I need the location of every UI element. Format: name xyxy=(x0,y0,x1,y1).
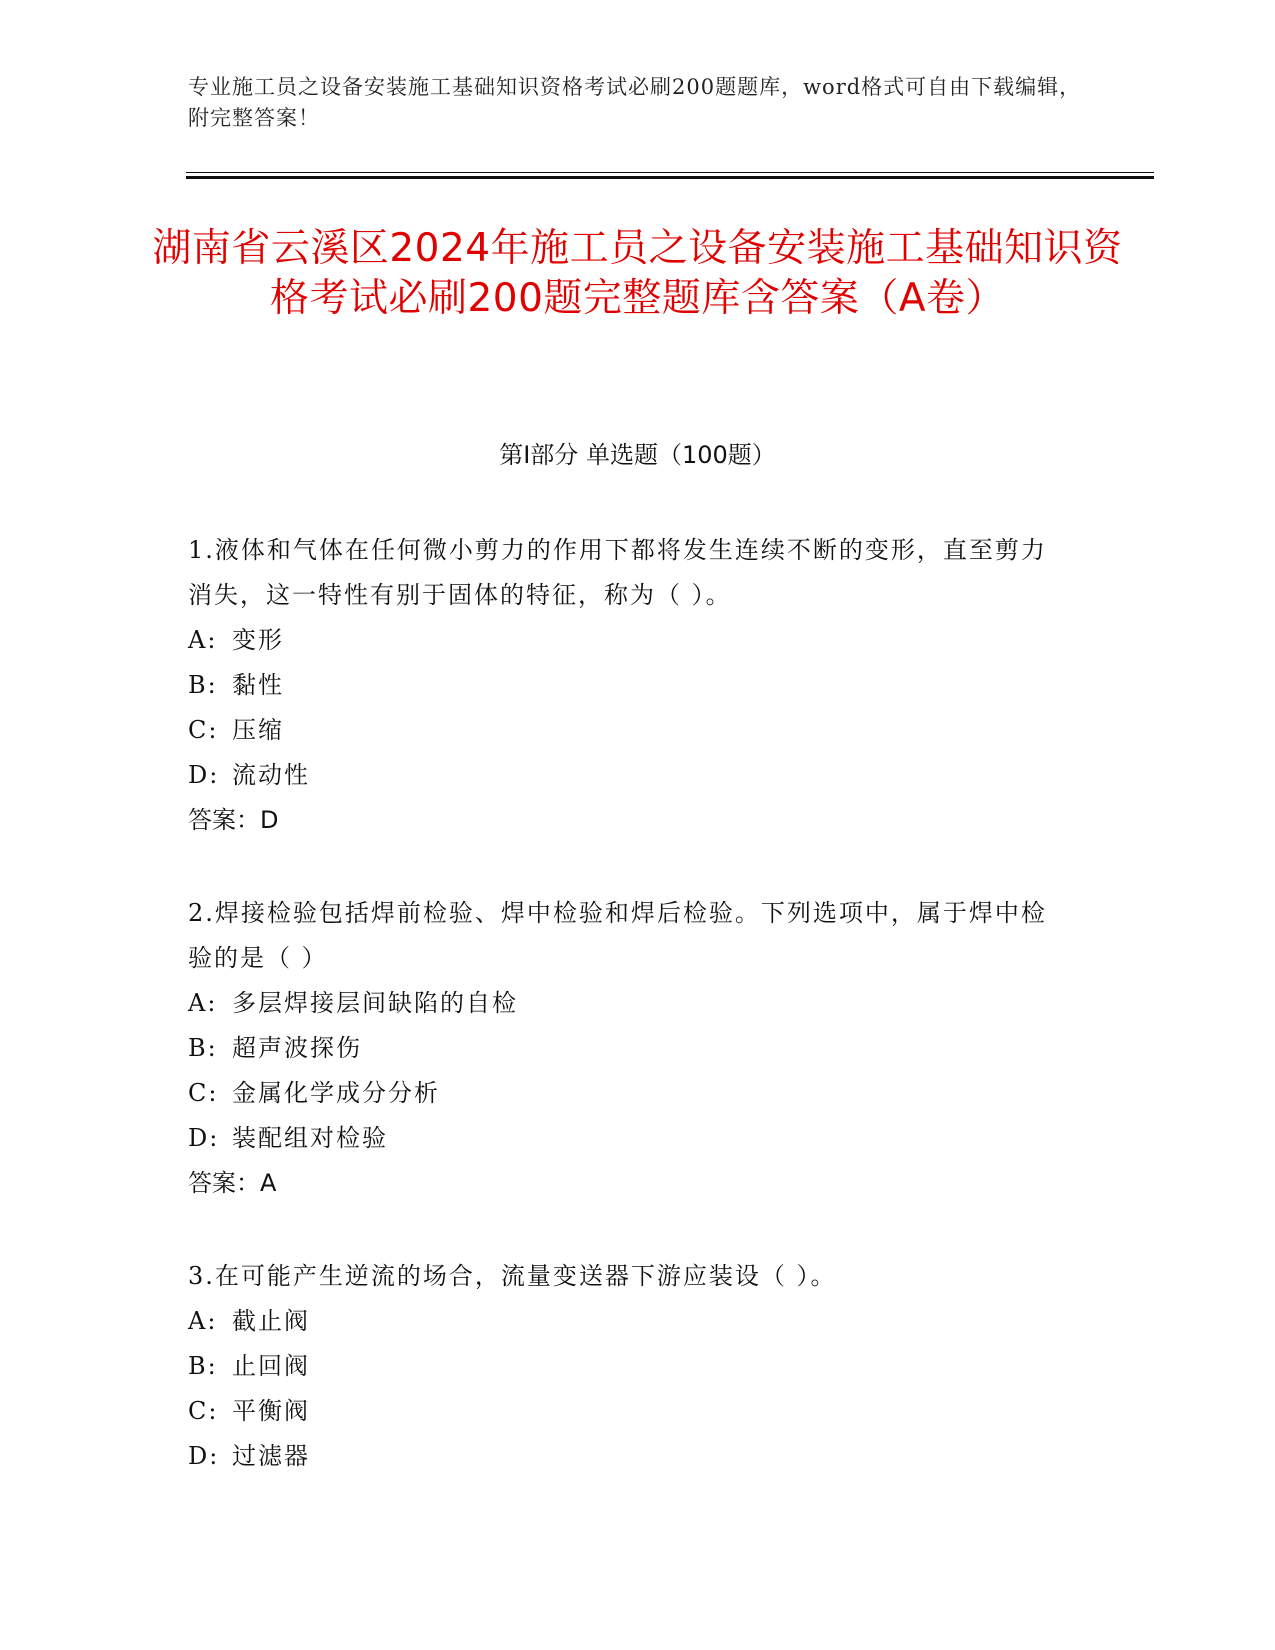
option-key: C: xyxy=(188,716,219,744)
option-a xyxy=(188,1299,1068,1344)
option-key: A: xyxy=(188,989,218,1017)
question-3 xyxy=(188,1254,1068,1479)
question-2 xyxy=(188,891,1068,1206)
option-text: 黏性 xyxy=(232,671,284,699)
option-key: D: xyxy=(188,761,220,789)
question-list xyxy=(188,528,1068,1527)
option-c xyxy=(188,708,1068,753)
option-a xyxy=(188,981,1068,1026)
option-text: 多层焊接层间缺陷的自检 xyxy=(232,989,518,1017)
option-key: D: xyxy=(188,1442,220,1470)
option-key: D: xyxy=(188,1124,220,1152)
header-note: 专业施工员之设备安装施工基础知识资格考试必刷200题题库，word格式可自由下载编辑，附完整答案！ xyxy=(188,75,1082,130)
option-text: 变形 xyxy=(232,626,284,654)
option-text: 压缩 xyxy=(232,716,284,744)
option-text: 过滤器 xyxy=(232,1442,310,1470)
option-key: B: xyxy=(188,1352,218,1380)
option-c xyxy=(188,1389,1068,1434)
option-d xyxy=(188,1434,1068,1479)
option-key: A: xyxy=(188,626,218,654)
option-text: 平衡阀 xyxy=(232,1397,310,1425)
option-key: C: xyxy=(188,1397,219,1425)
question-stem: 2.焊接检验包括焊前检验、焊中检验和焊后检验。下列选项中，属于焊中检验的是（ ） xyxy=(188,899,1047,972)
option-c xyxy=(188,1071,1068,1116)
header-rule-thick xyxy=(186,176,1154,179)
option-key: B: xyxy=(188,671,218,699)
option-a xyxy=(188,618,1068,663)
option-text: 装配组对检验 xyxy=(232,1124,388,1152)
option-key: B: xyxy=(188,1034,218,1062)
option-key: C: xyxy=(188,1079,219,1107)
option-b xyxy=(188,1026,1068,1071)
question-1 xyxy=(188,528,1068,843)
section-title: 第Ⅰ部分 单选题（100题） xyxy=(499,441,776,469)
option-text: 金属化学成分分析 xyxy=(232,1079,440,1107)
document-title: 湖南省云溪区2024年施工员之设备安装施工基础知识资格考试必刷200题完整题库含答案（A卷） xyxy=(152,226,1123,321)
question-stem: 3.在可能产生逆流的场合，流量变送器下游应装设（ ）。 xyxy=(188,1262,837,1290)
option-text: 流动性 xyxy=(232,761,310,789)
option-d xyxy=(188,1116,1068,1161)
option-text: 止回阀 xyxy=(232,1352,310,1380)
option-b xyxy=(188,1344,1068,1389)
option-text: 截止阀 xyxy=(232,1307,310,1335)
option-text: 超声波探伤 xyxy=(232,1034,362,1062)
header-rule-thin xyxy=(186,172,1154,173)
option-b xyxy=(188,663,1068,708)
answer-line: 答案：A xyxy=(188,1169,277,1197)
question-stem: 1.液体和气体在任何微小剪力的作用下都将发生连续不断的变形，直至剪力消失，这一特性有别于固体的特征，称为（ ）。 xyxy=(188,536,1047,609)
answer-line: 答案：D xyxy=(188,806,279,834)
option-key: A: xyxy=(188,1307,218,1335)
option-d xyxy=(188,753,1068,798)
